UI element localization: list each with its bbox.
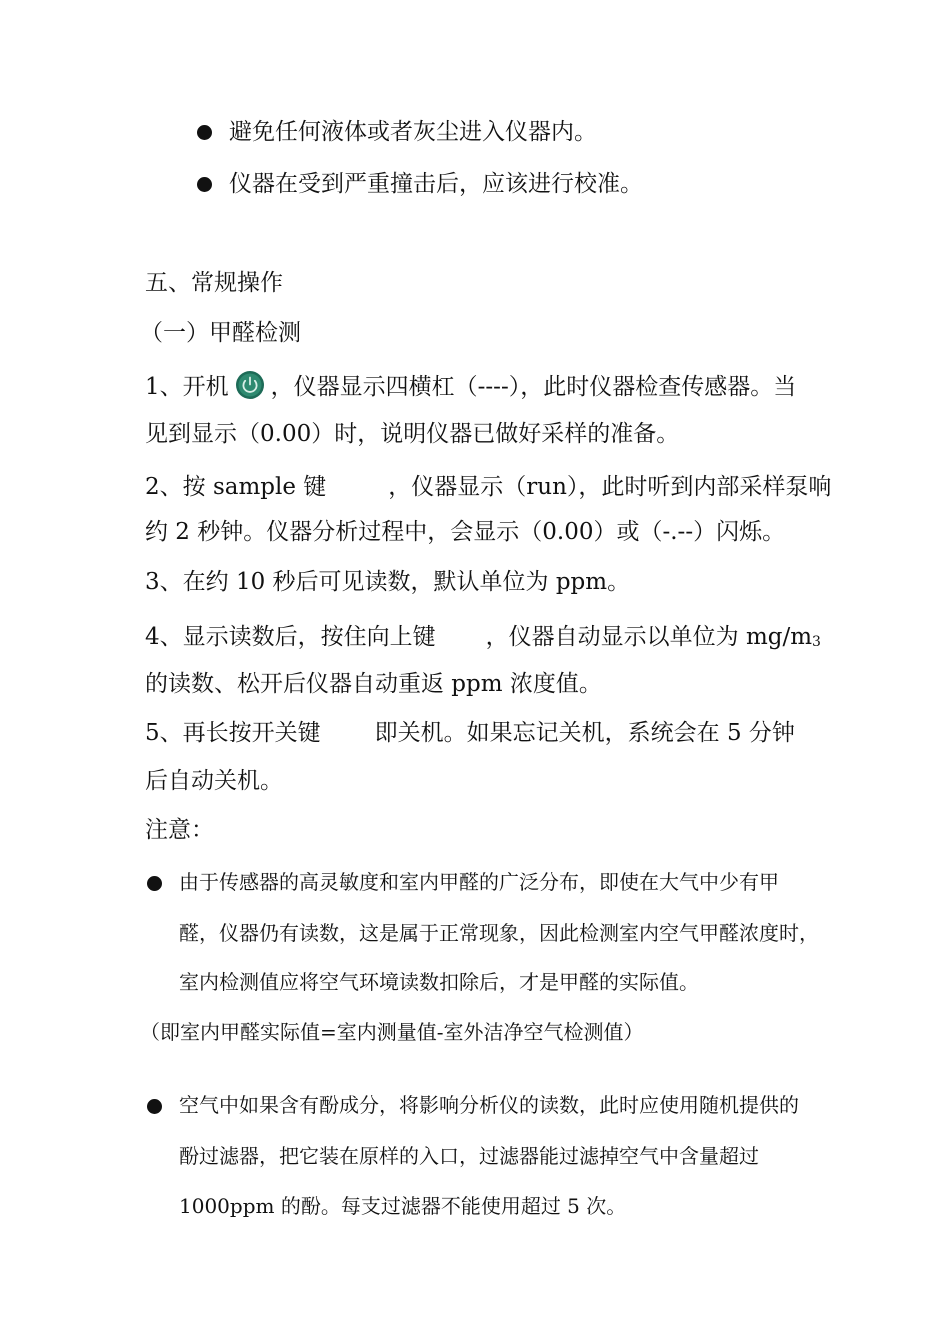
step-1-line-2: 见到显示（0.00）时，说明仪器已做好采样的准备。 <box>145 421 680 447</box>
step-1-label: 1、开机 <box>145 374 229 400</box>
unit-superscript: 3 <box>812 634 821 650</box>
note-1-line-1: 由于传感器的高灵敏度和室内甲醛的广泛分布，即使在大气中少有甲 <box>179 870 779 894</box>
bullet-dot-icon <box>147 876 162 891</box>
bullet-dot-icon <box>197 177 212 192</box>
power-icon <box>235 370 265 400</box>
formula-note: （即室内甲醛实际值=室内测量值-室外洁净空气检测值） <box>140 1020 644 1044</box>
note-2-line-1: 空气中如果含有酚成分，将影响分析仪的读数，此时应使用随机提供的 <box>179 1093 799 1117</box>
step-5-line-2: 后自动关机。 <box>145 768 283 794</box>
step-4-text: ，仪器自动显示以单位为 mg/m <box>485 624 813 650</box>
subsection-title: （一）甲醛检测 <box>140 320 301 346</box>
note-2-line-2: 酚过滤器，把它装在原样的入口，过滤器能过滤掉空气中含量超过 <box>179 1144 759 1168</box>
step-4-label: 4、显示读数后，按住向上键 <box>145 624 436 650</box>
step-1-text: ，仪器显示四横杠（----），此时仪器检查传感器。当 <box>270 374 797 400</box>
step-2-line-1 <box>145 472 863 502</box>
note-label: 注意： <box>145 817 214 843</box>
bullet-item: 仪器在受到严重撞击后，应该进行校准。 <box>229 171 643 197</box>
bullet-item: 避免任何液体或者灰尘进入仪器内。 <box>229 119 597 145</box>
bullet-dot-icon <box>197 125 212 140</box>
note-1-line-3: 室内检测值应将空气环境读数扣除后，才是甲醛的实际值。 <box>179 970 699 994</box>
section-title: 五、常规操作 <box>145 270 283 296</box>
note-1-line-2: 醛，仪器仍有读数，这是属于正常现象，因此检测室内空气甲醛浓度时， <box>179 921 819 945</box>
step-4-line-1 <box>145 622 863 657</box>
note-2-line-3: 1000ppm 的酚。每支过滤器不能使用超过 5 次。 <box>179 1194 627 1218</box>
step-5-label: 5、再长按开关键 <box>145 720 321 746</box>
step-3-line: 3、在约 10 秒后可见读数，默认单位为 ppm。 <box>145 569 631 595</box>
step-2-label: 2、按 sample 键 <box>145 474 327 500</box>
step-1-line-1 <box>145 370 863 402</box>
step-5-line-1 <box>145 718 863 748</box>
step-2-line-2: 约 2 秒钟。仪器分析过程中，会显示（0.00）或（-.--）闪烁。 <box>145 519 786 545</box>
step-4-line-2: 的读数、松开后仪器自动重返 ppm 浓度值。 <box>145 671 602 697</box>
bullet-dot-icon <box>147 1099 162 1114</box>
step-5-text: 即关机。如果忘记关机，系统会在 5 分钟 <box>374 720 795 746</box>
step-2-text: ，仪器显示（run），此时听到内部采样泵响 <box>388 474 832 500</box>
